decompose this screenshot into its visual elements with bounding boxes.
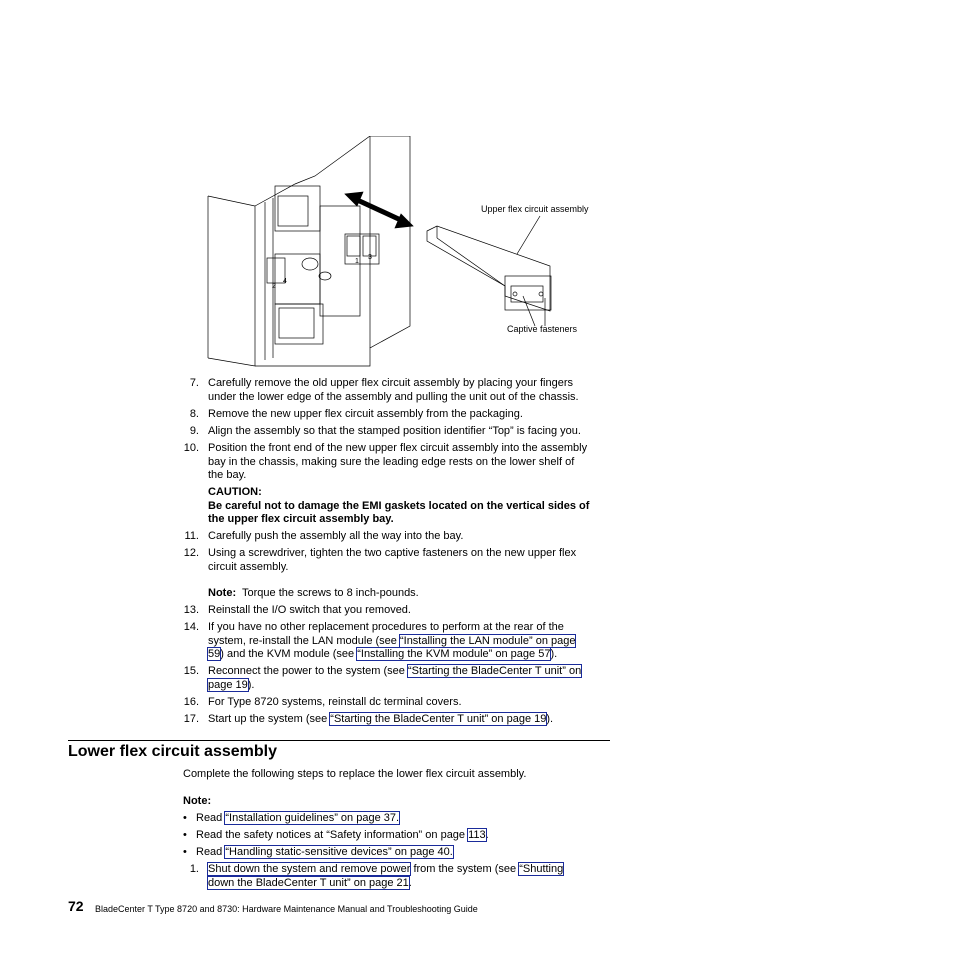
link-installing-lan-module[interactable]: “Installing the LAN module” on page [399,634,576,647]
bullet-text [196,846,453,860]
link-shutting-down-page[interactable]: down the BladeCenter T unit” on page 21 [208,876,409,889]
section-note-label: Note: [183,795,212,807]
note-text: Torque the screws to 8 inch-pounds. [242,587,419,599]
step-line: ). [546,713,554,725]
step-text [208,665,610,692]
svg-text:2: 2 [272,283,276,290]
step-number: 8. [189,408,199,420]
step-line: system, re-install the LAN module (see [208,634,400,647]
step-number: 1. [189,863,199,875]
bullet-text [196,812,399,826]
note-label: Note: [208,587,237,599]
footer-title: BladeCenter T Type 8720 and 8730: Hardware Maintenance Manual and Troubleshooting Guide [95,904,478,914]
step-number: 7. [189,377,199,389]
bullet-icon: • [183,829,187,841]
step-line: Position the front end of the new upper flex circuit assembly into the assembly [208,442,588,454]
step-number: 11. [184,530,199,542]
step-number: 9. [189,425,199,437]
step-line: ). [247,678,255,691]
caution-line: Be careful not to damage the EMI gaskets located on the vertical sides of [208,499,590,512]
step-line: Using a screwdriver, tighten the two captive fasteners on the new upper flex [208,547,577,559]
step-number: 12. [183,547,199,559]
link-starting-bladecenter-2[interactable]: “Starting the BladeCenter T unit” on page 19 [330,713,547,725]
step-line: ) and the KVM module (see [220,648,358,660]
link-handling-static-sensitive[interactable]: “Handling static-sensitive devices” on page 40. [225,846,453,858]
link-shutting-down[interactable]: “Shutting [519,863,564,875]
bullet-text [196,829,489,843]
step-text: Reinstall the I/O switch that you removed. [208,604,411,616]
page-number: 72 [68,898,84,914]
svg-text:1: 1 [355,258,359,265]
svg-text:3: 3 [368,254,372,261]
label-captive-fasteners: Captive fasteners [507,324,578,334]
step-text: Remove the new upper flex circuit assembly from the packaging. [208,408,523,420]
step-line: the bay. [208,469,247,481]
step-line: circuit assembly. [208,560,289,573]
step-line: Start up the system (see [208,713,331,725]
step-line: Reconnect the power to the system (see [208,665,408,677]
step-line: ). [550,648,558,660]
step-text: For Type 8720 systems, reinstall dc terminal covers. [208,696,462,708]
step-number: 15. [183,665,199,677]
caution-line: the upper flex circuit assembly bay. [208,513,394,525]
link-starting-bladecenter-page[interactable]: page 19 [208,678,248,691]
step-text [208,713,610,727]
caution-block [208,486,610,527]
step-number: 17. [183,713,199,725]
link-shut-down-remove-power[interactable]: Shut down the system and remove power [208,863,411,875]
step-number: 10. [183,442,199,454]
step-text [208,621,610,662]
bullet-suffix: . [485,829,489,841]
step-number: 13. [183,604,199,616]
step-number: 16. [183,696,199,708]
link-safety-information-page[interactable]: 113 [468,829,486,841]
bullet-prefix: Read the safety notices at “Safety information” on page [196,829,469,841]
section-divider [68,740,610,741]
bullet-icon: • [183,812,187,824]
step-line: . [408,876,412,889]
step-text [208,863,610,890]
step-text [208,377,610,404]
link-starting-bladecenter[interactable]: “Starting the BladeCenter T unit” on [407,665,582,677]
link-installing-kvm-module[interactable]: “Installing the KVM module” on page 57 [357,648,551,660]
step-text: Align the assembly so that the stamped position identifier “Top” is facing you. [208,425,581,437]
bullet-icon: • [183,846,187,858]
step-line: under the lower edge of the assembly and pulling the unit out of the chassis. [208,390,579,403]
svg-text:4: 4 [283,278,287,285]
step-number: 14. [183,621,199,633]
step-text [208,547,610,574]
step-line: If you have no other replacement procedures to perform at the rear of the [208,621,564,633]
section-intro: Complete the following steps to replace the lower flex circuit assembly. [183,768,527,780]
label-upper-flex-circuit-assembly: Upper flex circuit assembly [481,204,589,214]
bullet-prefix: Read [196,812,226,824]
step-text: Carefully push the assembly all the way into the bay. [208,530,464,542]
link-installation-guidelines[interactable]: “Installation guidelines” on page 37. [225,812,400,824]
figure-upper-flex-circuit [205,136,595,368]
caution-title: CAUTION: [208,486,262,498]
link-installing-lan-module-page[interactable]: 59 [208,648,221,660]
step-line: from the system (see [410,863,520,875]
note [208,587,610,601]
step-line: Carefully remove the old upper flex circuit assembly by placing your fingers [208,377,573,389]
step-line: bay in the chassis, making sure the leading edge rests on the lower shelf of [208,455,575,468]
section-heading: Lower flex circuit assembly [68,743,277,760]
step-text [208,442,610,483]
bullet-prefix: Read [196,846,226,858]
